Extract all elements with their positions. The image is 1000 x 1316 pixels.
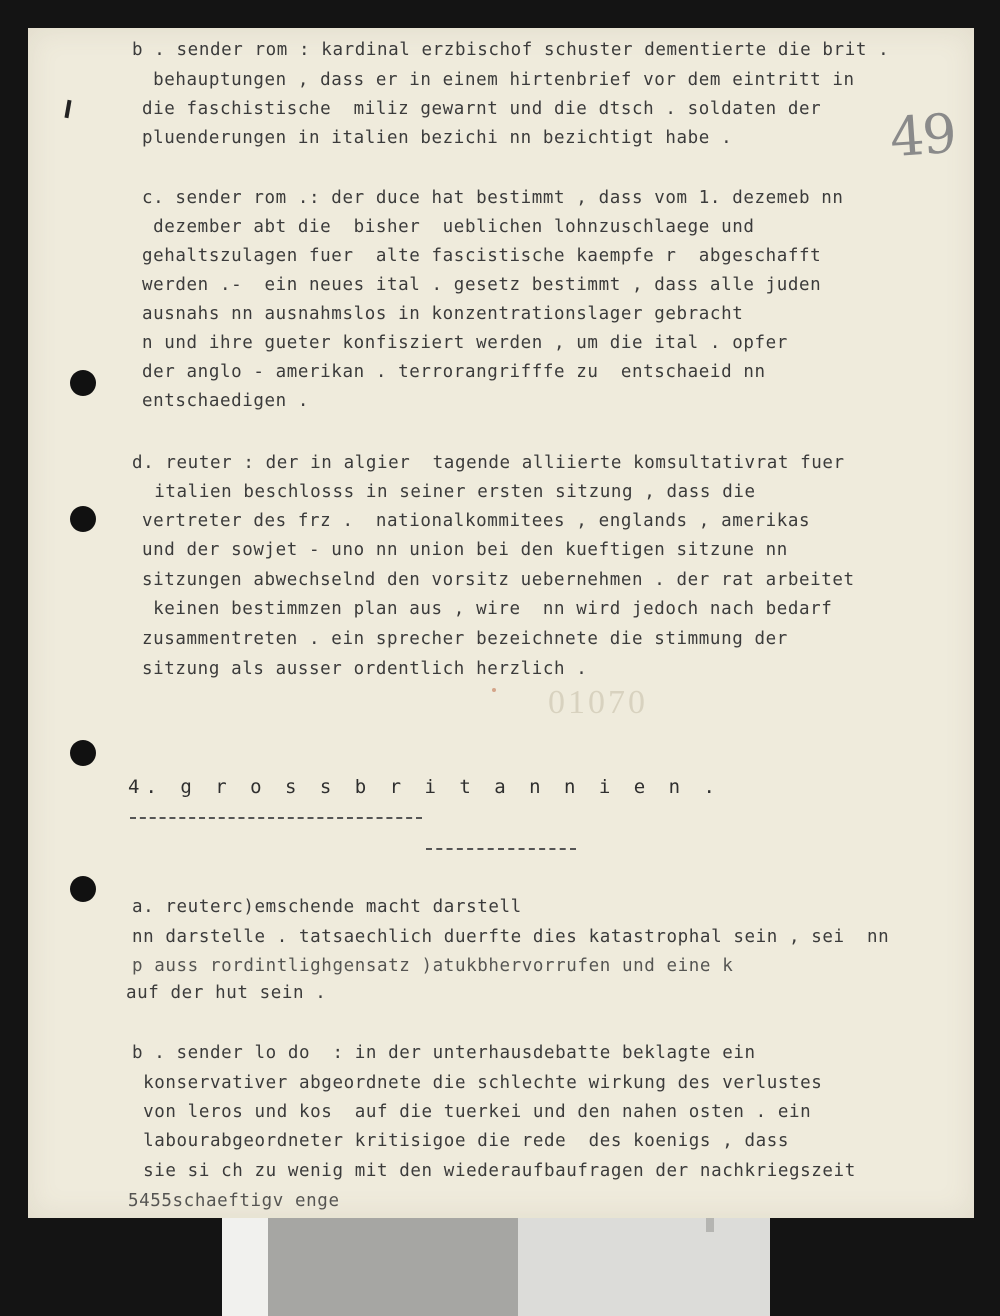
text-line: werden .- ein neues ital . gesetz bestimmt , dass alle juden: [142, 275, 822, 295]
text-line: gehaltszulagen fuer alte fascistische kaempfe r abgeschafft: [142, 246, 822, 266]
text-line: pluenderungen in italien bezichi nn bezichtigt habe .: [142, 128, 733, 148]
punch-hole: [70, 370, 96, 396]
section-heading: 4. g r o s s b r i t a n n i e n .: [128, 776, 721, 798]
punch-hole: [70, 740, 96, 766]
text-line: c. sender rom .: der duce hat bestimmt , dass vom 1. dezemeb nn: [142, 188, 844, 208]
calibration-patch-white: [222, 1218, 268, 1316]
calibration-patch-grey: [268, 1218, 518, 1316]
text-line: a. reuterc)emschende macht darstell: [132, 897, 522, 917]
heading-underline: [130, 817, 422, 819]
text-line: ausnahs nn ausnahmslos in konzentrationslager gebracht: [142, 304, 744, 324]
text-line: dezember abt die bisher ueblichen lohnzuschlaege und: [142, 217, 755, 237]
text-line: d. reuter : der in algier tagende alliierte komsultativrat fuer: [132, 453, 845, 473]
text-line: der anglo - amerikan . terrorangrifffe zu entschaeid nn: [142, 362, 766, 382]
text-line: b . sender lo do : in der unterhausdebatte beklagte ein: [132, 1043, 756, 1063]
text-line: 5455schaeftigv enge: [128, 1191, 340, 1211]
text-line: behauptungen , dass er in einem hirtenbrief vor dem eintritt in: [142, 70, 855, 90]
text-line: b . sender rom : kardinal erzbischof schuster dementierte die brit .: [132, 40, 890, 60]
text-line: p auss rordintlighgensatz )atukbhervorrufen und eine k: [132, 956, 734, 976]
text-line: sitzungen abwechselnd den vorsitz uebernehmen . der rat arbeitet: [142, 570, 855, 590]
calibration-mark: [706, 1218, 714, 1232]
text-line: sie si ch zu wenig mit den wiederaufbaufragen der nachkriegszeit: [132, 1161, 856, 1181]
separator-rule: [426, 848, 576, 850]
text-line: die faschistische miliz gewarnt und die dtsch . soldaten der: [142, 99, 822, 119]
text-line: keinen bestimmzen plan aus , wire nn wird jedoch nach bedarf: [142, 599, 833, 619]
punch-hole: [70, 876, 96, 902]
text-line: konservativer abgeordnete die schlechte wirkung des verlustes: [132, 1073, 823, 1093]
text-line: und der sowjet - uno nn union bei den kueftigen sitzune nn: [142, 540, 788, 560]
text-line: zusammentreten . ein sprecher bezeichnete die stimmung der: [142, 629, 788, 649]
calibration-patch-light: [518, 1218, 770, 1316]
text-line: auf der hut sein .: [126, 983, 327, 1003]
punch-hole: [70, 506, 96, 532]
text-line: entschaedigen .: [142, 391, 310, 411]
text-line: labourabgeordneter kritisigoe die rede des koenigs , dass: [132, 1131, 790, 1151]
text-line: vertreter des frz . nationalkommitees , englands , amerikas: [142, 511, 811, 531]
text-line: italien beschlosss in seiner ersten sitzung , dass die: [132, 482, 756, 502]
text-line: nn darstelle . tatsaechlich duerfte dies katastrophal sein , sei nn: [132, 927, 890, 947]
folio-number: 49: [887, 101, 957, 170]
archive-stamp-number: 01070: [548, 684, 648, 721]
ink-dot: [492, 688, 496, 692]
text-line: sitzung als ausser ordentlich herzlich .: [142, 659, 588, 679]
text-line: n und ihre gueter konfisziert werden , um die ital . opfer: [142, 333, 788, 353]
text-line: von leros und kos auf die tuerkei und den nahen osten . ein: [132, 1102, 812, 1122]
